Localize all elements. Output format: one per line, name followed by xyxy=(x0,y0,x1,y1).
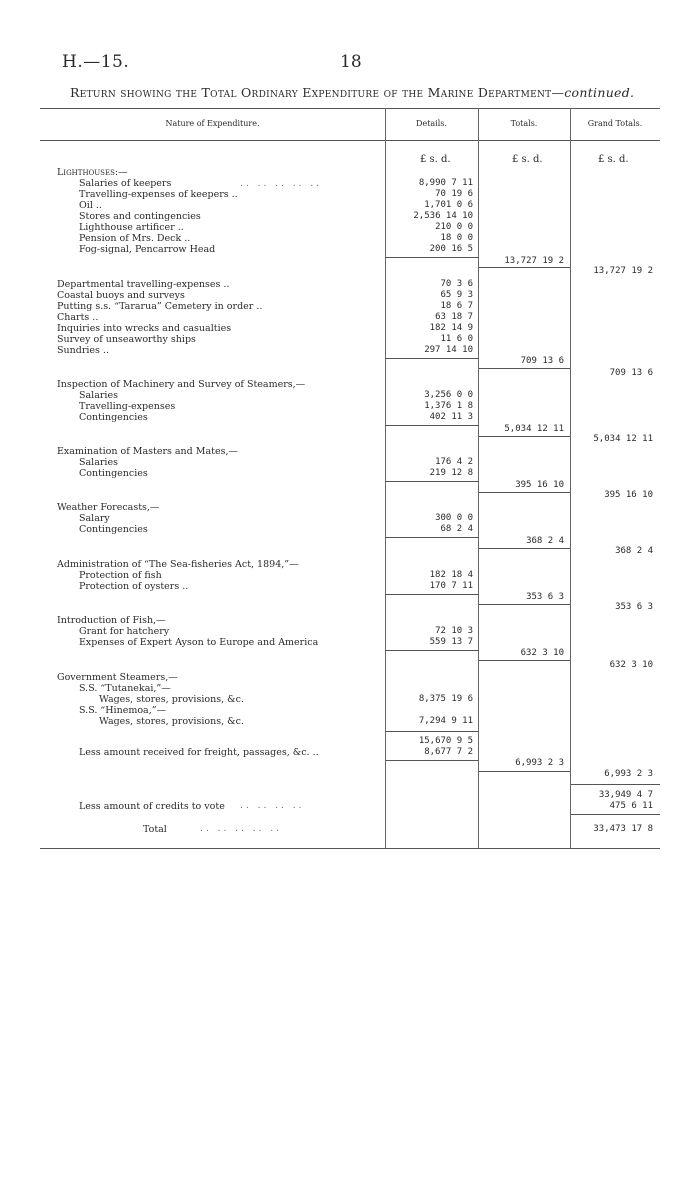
item-label: Travelling-expenses xyxy=(79,401,176,412)
subtotal-rule xyxy=(386,425,478,426)
credits-label: Less amount of credits to vote xyxy=(79,801,225,812)
total-rule xyxy=(479,267,570,268)
total-rule xyxy=(479,368,570,369)
item-label: Protection of oysters .. xyxy=(79,581,189,592)
subtotal-rule xyxy=(386,731,478,732)
section-total: 395 16 10 xyxy=(515,480,564,490)
subtotal-rule xyxy=(386,594,478,595)
gross-total: 33,949 4 7 xyxy=(598,790,653,800)
detail-amount: 182 18 4 xyxy=(429,570,473,580)
detail-amount: 1,376 1 8 xyxy=(424,401,473,411)
detail-amount: 182 14 9 xyxy=(429,323,473,333)
total-rule xyxy=(479,660,570,661)
ship-label: S.S. “Hinemoa,”— xyxy=(79,705,167,716)
detail-amount: 18 0 0 xyxy=(440,233,473,243)
subtotal-rule xyxy=(386,481,478,482)
section-total: 353 6 3 xyxy=(526,592,564,602)
less-label: Less amount received for freight, passages, &c. .. xyxy=(79,747,319,758)
section-heading: Administration of “The Sea-fisheries Act, 1894,”— xyxy=(57,559,299,570)
unit-details: £ s. d. xyxy=(420,154,451,165)
detail-amount: 65 9 3 xyxy=(440,290,473,300)
section-total: 13,727 19 2 xyxy=(504,256,564,266)
item-label: Salaries xyxy=(79,390,118,401)
item-label: Wages, stores, provisions, &c. xyxy=(99,694,244,705)
col-rule-totals xyxy=(478,108,479,848)
col-rule-details xyxy=(385,108,386,848)
detail-amount: 7,294 9 11 xyxy=(418,716,473,726)
grand-rule xyxy=(571,784,660,785)
detail-sum: 15,670 9 5 xyxy=(418,736,473,746)
detail-amount: 11 6 0 xyxy=(440,334,473,344)
item-label: Grant for hatchery xyxy=(79,626,170,637)
item-label: Fog-signal, Pencarrow Head xyxy=(79,244,216,255)
section-total: 5,034 12 11 xyxy=(504,424,564,434)
detail-amount: 1,701 0 6 xyxy=(424,200,473,210)
detail-amount: 8,677 7 2 xyxy=(424,747,473,757)
item-label: Salary xyxy=(79,513,110,524)
detail-amount: 18 6 7 xyxy=(440,301,473,311)
ship-label: S.S. “Tutanekai,”— xyxy=(79,683,171,694)
item-label: Wages, stores, provisions, &c. xyxy=(99,716,244,727)
section-total: 709 13 6 xyxy=(520,356,564,366)
detail-amount: 68 2 4 xyxy=(440,524,473,534)
item-label: Expenses of Expert Ayson to Europe and America xyxy=(79,637,319,648)
credits-amount: 475 6 11 xyxy=(609,801,653,811)
section-grand-total: 395 16 10 xyxy=(604,490,653,500)
grand-rule xyxy=(571,814,660,815)
item-label: Survey of unseaworthy ships xyxy=(57,334,196,345)
item-label: Contingencies xyxy=(79,412,148,423)
section-heading: Weather Forecasts,— xyxy=(57,502,160,513)
total-rule xyxy=(479,604,570,605)
item-label: Charts .. xyxy=(57,312,99,323)
section-heading: Introduction of Fish,— xyxy=(57,615,166,626)
subtotal-rule xyxy=(386,257,478,258)
item-label: Sundries .. xyxy=(57,345,109,356)
item-label: Salaries xyxy=(79,457,118,468)
detail-amount: 3,256 0 0 xyxy=(424,390,473,400)
section-grand-total: 13,727 19 2 xyxy=(593,266,653,276)
detail-amount: 8,990 7 11 xyxy=(418,178,473,188)
col-head-nature: Nature of Expenditure. xyxy=(165,119,260,128)
detail-amount: 70 3 6 xyxy=(440,279,473,289)
detail-amount: 8,375 19 6 xyxy=(418,694,473,704)
section-heading: Lighthouses:— xyxy=(57,167,128,178)
detail-amount: 300 0 0 xyxy=(435,513,473,523)
final-total: 33,473 17 8 xyxy=(593,824,653,834)
col-head-details: Details. xyxy=(416,119,447,128)
section-grand-total: 353 6 3 xyxy=(615,602,653,612)
item-label: Departmental travelling-expenses .. xyxy=(57,279,230,290)
title-prefix: Return showing the Total Ordinary Expenditure of the Marine Department xyxy=(70,85,552,100)
item-label: Contingencies xyxy=(79,524,148,535)
detail-amount: 210 0 0 xyxy=(435,222,473,232)
item-label: Inquiries into wrecks and casualties xyxy=(57,323,232,334)
detail-amount: 559 13 7 xyxy=(429,637,473,647)
subtotal-rule xyxy=(386,650,478,651)
total-rule xyxy=(479,492,570,493)
detail-amount: 170 7 11 xyxy=(429,581,473,591)
table-bottom-rule xyxy=(40,848,660,849)
unit-totals: £ s. d. xyxy=(512,154,543,165)
detail-amount: 200 16 5 xyxy=(429,244,473,254)
col-rule-grand xyxy=(570,108,571,848)
section-grand-total: 6,993 2 3 xyxy=(604,769,653,779)
total-rule xyxy=(479,548,570,549)
detail-amount: 176 4 2 xyxy=(435,457,473,467)
item-label: Oil .. xyxy=(79,200,102,211)
page-ref: H.—15. xyxy=(62,52,130,72)
subtotal-rule xyxy=(386,358,478,359)
total-rule xyxy=(479,436,570,437)
section-total: 368 2 4 xyxy=(526,536,564,546)
col-head-totals: Totals. xyxy=(510,119,538,128)
section-total: 632 3 10 xyxy=(520,648,564,658)
detail-amount: 72 10 3 xyxy=(435,626,473,636)
title-suffix: —continued. xyxy=(551,85,635,100)
detail-amount: 70 19 6 xyxy=(435,189,473,199)
item-label: Protection of fish xyxy=(79,570,162,581)
section-grand-total: 632 3 10 xyxy=(609,660,653,670)
item-label: Pension of Mrs. Deck .. xyxy=(79,233,191,244)
detail-amount: 402 11 3 xyxy=(429,412,473,422)
leader-dots: .. .. .. .. xyxy=(240,801,305,811)
detail-amount: 297 14 10 xyxy=(424,345,473,355)
page-title xyxy=(70,85,634,100)
item-label: Contingencies xyxy=(79,468,148,479)
item-label: Putting s.s. “Tararua” Cemetery in order .. xyxy=(57,301,263,312)
header-bottom-rule xyxy=(40,140,660,141)
subtotal-rule xyxy=(386,537,478,538)
section-heading: Government Steamers,— xyxy=(57,672,178,683)
item-label: Stores and contingencies xyxy=(79,211,201,222)
section-grand-total: 5,034 12 11 xyxy=(593,434,653,444)
section-grand-total: 368 2 4 xyxy=(615,546,653,556)
detail-amount: 2,536 14 10 xyxy=(413,211,473,221)
col-head-grand: Grand Totals. xyxy=(587,119,643,128)
section-total: 6,993 2 3 xyxy=(515,758,564,768)
item-label: Salaries of keepers xyxy=(79,178,172,189)
subtotal-rule xyxy=(386,760,478,761)
item-label: Travelling-expenses of keepers .. xyxy=(79,189,238,200)
section-grand-total: 709 13 6 xyxy=(609,368,653,378)
unit-grand: £ s. d. xyxy=(598,154,629,165)
section-heading: Inspection of Machinery and Survey of Steamers,— xyxy=(57,379,306,390)
total-label: Total xyxy=(143,824,167,835)
detail-amount: 219 12 8 xyxy=(429,468,473,478)
table-top-rule xyxy=(40,108,660,109)
detail-amount: 63 18 7 xyxy=(435,312,473,322)
item-label: Coastal buoys and surveys xyxy=(57,290,185,301)
item-label: Lighthouse artificer .. xyxy=(79,222,184,233)
section-heading: Examination of Masters and Mates,— xyxy=(57,446,239,457)
page-number: 18 xyxy=(340,52,362,72)
leader-dots: .. .. .. .. .. xyxy=(240,179,323,189)
leader-dots: .. .. .. .. .. xyxy=(200,824,283,834)
total-rule xyxy=(479,771,570,772)
